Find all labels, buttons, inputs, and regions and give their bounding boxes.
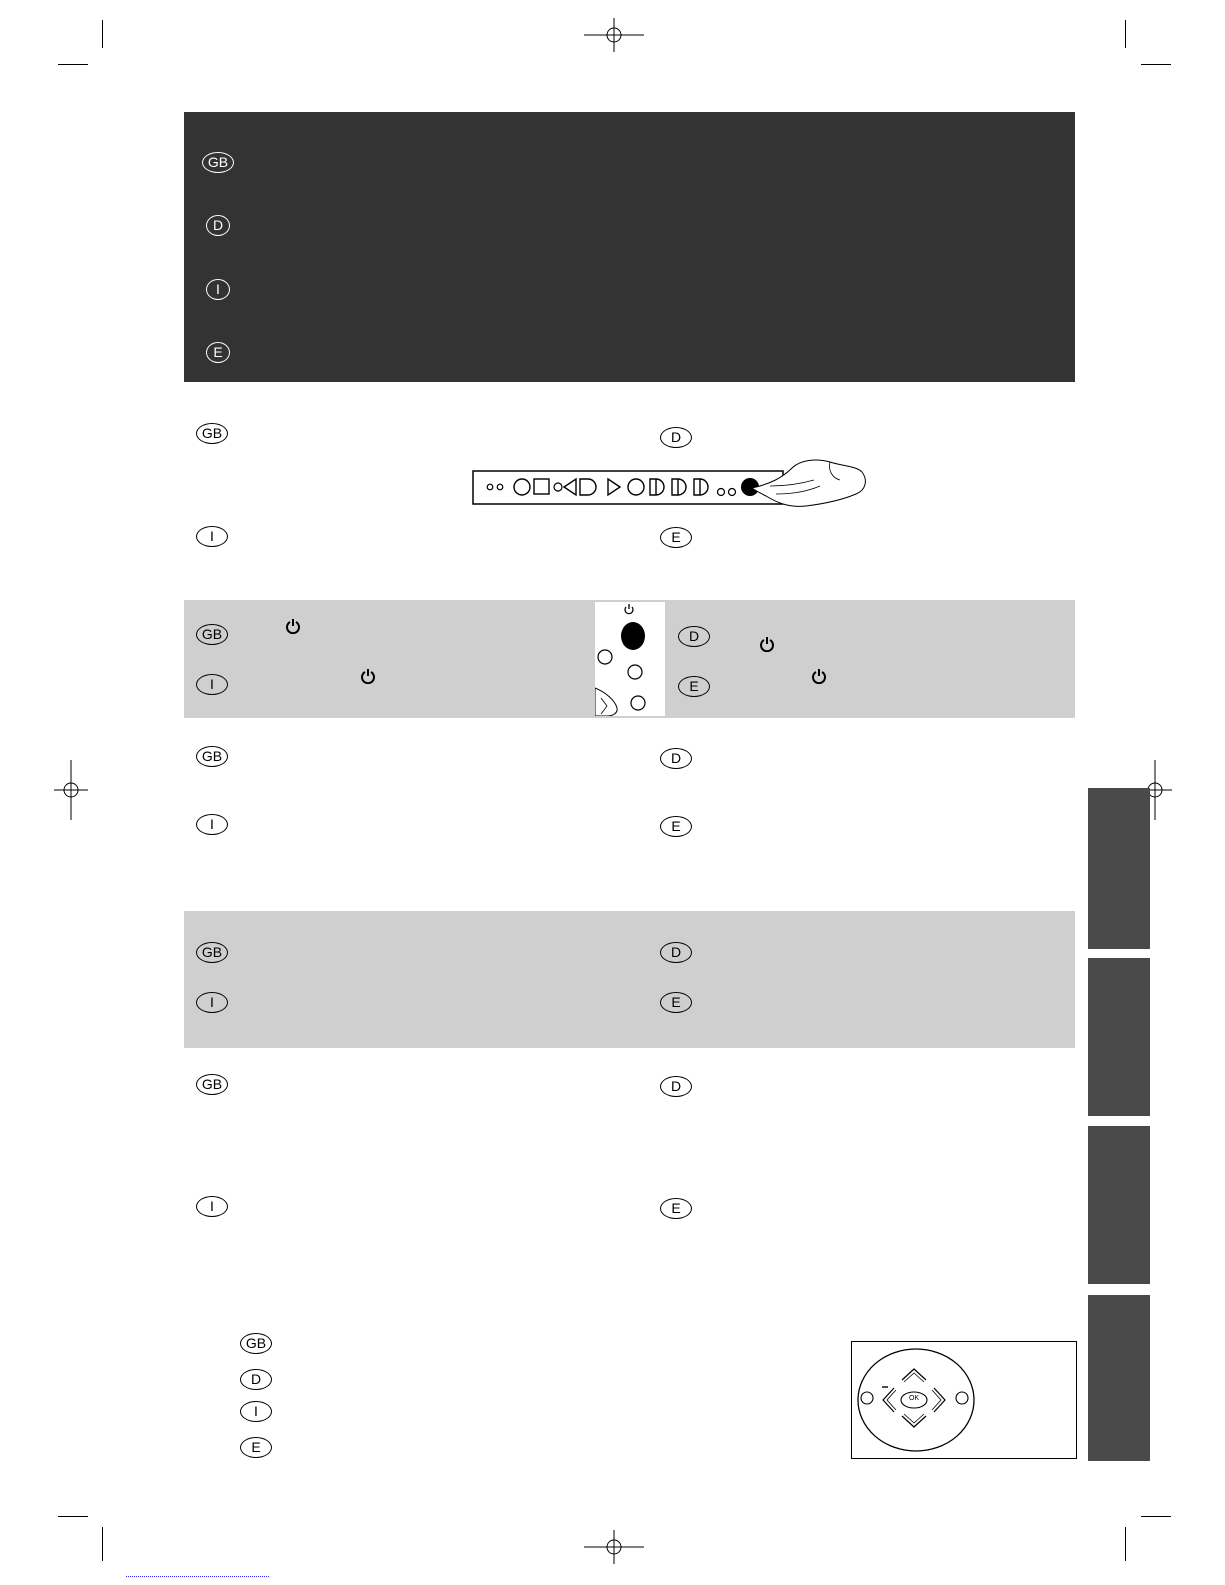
ok-button-label: OK bbox=[908, 1395, 920, 1402]
language-badge-e: E bbox=[660, 527, 692, 548]
language-badge-gb: GB bbox=[196, 423, 228, 444]
header-band bbox=[184, 112, 1075, 382]
side-tab-4 bbox=[1088, 1295, 1150, 1461]
language-badge-e: E bbox=[660, 992, 692, 1013]
crop-mark bbox=[1141, 64, 1171, 65]
side-tab-3 bbox=[1088, 1126, 1150, 1284]
front-panel-illustration bbox=[470, 456, 880, 516]
language-badge-gb: GB bbox=[202, 152, 234, 173]
language-badge-gb: GB bbox=[196, 746, 228, 767]
crop-mark bbox=[102, 20, 103, 48]
crop-mark bbox=[1141, 1516, 1171, 1517]
power-icon bbox=[286, 618, 300, 634]
language-badge-d: D bbox=[240, 1369, 272, 1390]
footer-dotted-line bbox=[126, 1576, 269, 1577]
language-badge-i: I bbox=[196, 1196, 228, 1217]
language-badge-gb: GB bbox=[196, 1074, 228, 1095]
language-badge-e: E bbox=[206, 342, 230, 363]
language-badge-d: D bbox=[206, 215, 230, 236]
language-badge-e: E bbox=[660, 816, 692, 837]
language-badge-d: D bbox=[678, 626, 710, 647]
power-icon bbox=[361, 668, 375, 684]
language-badge-i: I bbox=[196, 814, 228, 835]
registration-mark-icon bbox=[54, 760, 88, 820]
language-badge-d: D bbox=[660, 427, 692, 448]
language-badge-e: E bbox=[678, 676, 710, 697]
language-badge-gb: GB bbox=[196, 942, 228, 963]
language-badge-d: D bbox=[660, 1076, 692, 1097]
language-badge-i: I bbox=[240, 1401, 272, 1422]
crop-mark bbox=[58, 64, 88, 65]
language-badge-i: I bbox=[206, 279, 230, 300]
remote-standby-illustration bbox=[595, 602, 665, 716]
remote-nav-illustration bbox=[851, 1341, 1077, 1459]
language-badge-d: D bbox=[660, 748, 692, 769]
language-badge-i: I bbox=[196, 526, 228, 547]
info-band bbox=[184, 911, 1075, 1048]
language-badge-e: E bbox=[660, 1198, 692, 1219]
crop-mark bbox=[1125, 1527, 1126, 1561]
registration-mark-icon bbox=[584, 1530, 644, 1564]
language-badge-gb: GB bbox=[240, 1333, 272, 1354]
language-badge-i: I bbox=[196, 674, 228, 695]
crop-mark bbox=[1125, 20, 1126, 48]
language-badge-i: I bbox=[196, 992, 228, 1013]
language-badge-e: E bbox=[240, 1437, 272, 1458]
registration-mark-icon bbox=[584, 18, 644, 52]
power-icon bbox=[812, 668, 826, 684]
crop-mark bbox=[58, 1516, 88, 1517]
side-tab-2 bbox=[1088, 958, 1150, 1116]
crop-mark bbox=[102, 1527, 103, 1561]
power-icon bbox=[760, 636, 774, 652]
language-badge-d: D bbox=[660, 942, 692, 963]
side-tab-1 bbox=[1088, 788, 1150, 949]
language-badge-gb: GB bbox=[196, 624, 228, 645]
